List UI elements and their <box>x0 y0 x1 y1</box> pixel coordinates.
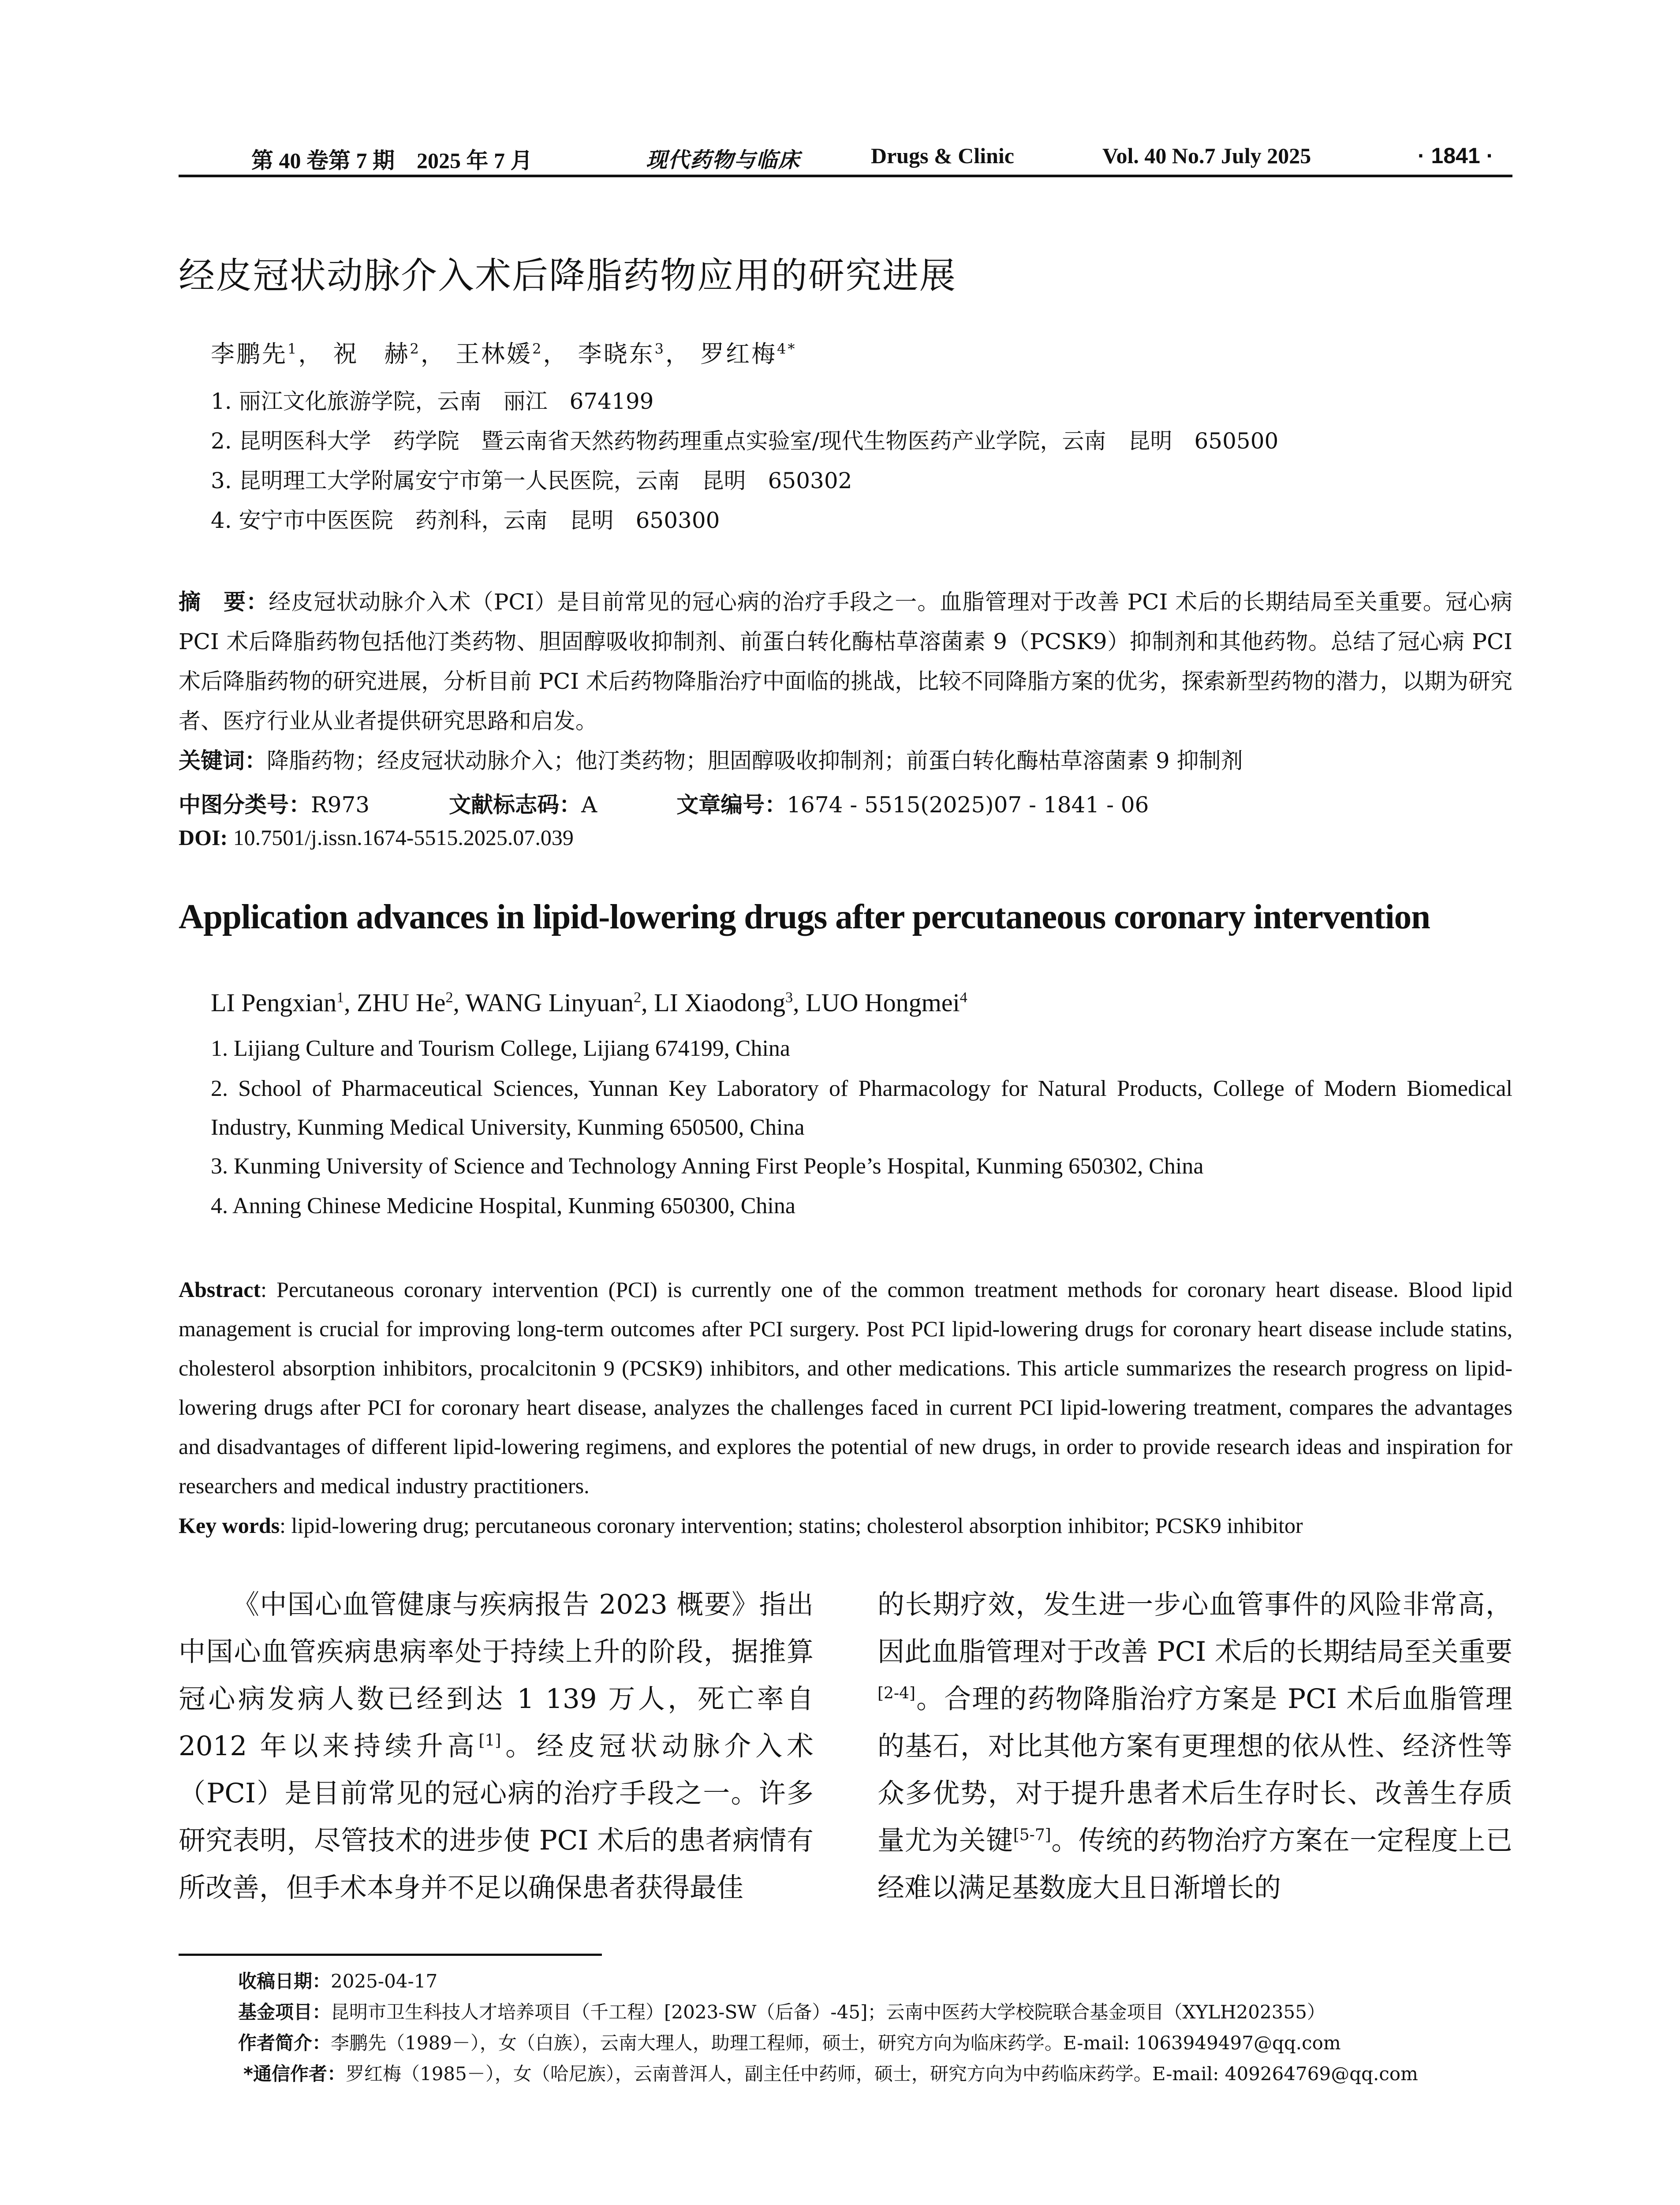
author-affiliation-mark: 2 <box>532 340 543 357</box>
clc-label: 中图分类号： <box>179 792 311 818</box>
author-affiliation-mark: 2 <box>634 989 642 1006</box>
author-name: LUO Hongmei <box>806 988 960 1017</box>
author-list-cn: 李鹏先$^1$， 祝 赫$^2$， 王林媛$^2$， 李晓东$^3$， 罗红梅$^{4*}$ <box>211 340 797 368</box>
author-name: 祝 赫 <box>333 340 410 368</box>
footnote-label: 收稿日期： <box>238 1970 331 1992</box>
abstract-cn <box>179 582 1512 741</box>
affiliation-cn: 4. 安宁市中医医院 药剂科，云南 昆明 650300 <box>211 508 720 533</box>
keywords-label-cn: 关键词： <box>179 748 267 774</box>
body-column-right <box>877 1581 1512 1911</box>
article-number-value: 1674 - 5515(2025)07 - 1841 - 06 <box>787 792 1149 818</box>
running-header <box>179 140 1512 177</box>
keywords-text-en: : lipid-lowering drug; percutaneous coronary intervention; statins; cholesterol absorption inhibitor; PCSK9 inhibitor <box>280 1513 1303 1538</box>
journal-name-en: Drugs & Clinic <box>871 143 1014 168</box>
body-column-left <box>179 1581 814 1911</box>
citation-ref[interactable]: [2-4] <box>877 1684 916 1703</box>
abstract-en <box>179 1270 1512 1506</box>
body-text: 《中国心血管健康与疾病报告 2023 概要》指出中国心血管疾病患病率处于持续上升的阶段，据推算冠心病发病人数已经到达 1 139 万人，死亡率自 2012 年以来持续升高 <box>179 1589 814 1762</box>
footnote-value: 2025-04-17 <box>331 1970 438 1992</box>
footnote-received <box>238 1967 437 1993</box>
body-text: 。传统的药物治疗方案在一定程度上已经难以满足基数庞大且日渐增长的 <box>877 1825 1512 1903</box>
paper-title-cn: 经皮冠状动脉介入术后降脂药物应用的研究进展 <box>179 255 957 297</box>
issue-info-cn: 第 40 卷第 7 期 2025 年 7 月 <box>251 148 533 173</box>
abstract-text-cn: 经皮冠状动脉介入术（PCI）是目前常见的冠心病的治疗手段之一。血脂管理对于改善 PCI 术后的长期结局至关重要。冠心病 PCI 术后降脂药物包括他汀类药物、胆固醇吸收抑制剂、前蛋白转化酶枯草溶菌素 9（PCSK9）抑制剂和其他药物。总结了冠心病 PCI 术后降脂药物的研究进展，分析目前 PCI 术后药物降脂治疗中面临的挑战，比较不同降脂方案的优劣，探索新型药物的潜力，以期为研究者、医疗行业从业者提供研究思路和启发。 <box>179 589 1513 734</box>
author-name: 王林媛 <box>455 340 533 368</box>
keywords-text-cn: 降脂药物；经皮冠状动脉介入；他汀类药物；胆固醇吸收抑制剂；前蛋白转化酶枯草溶菌素 9 抑制剂 <box>267 748 1243 774</box>
volume-info-en: Vol. 40 No.7 July 2025 <box>1102 143 1311 168</box>
author-name: ZHU He <box>357 988 446 1017</box>
body-text: 。经皮冠状动脉介入术（PCI）是目前常见的冠心病的治疗手段之一。许多研究表明，尽管技术的进步使 PCI 术后的患者病情有所改善，但手术本身并不足以确保患者获得最佳 <box>179 1730 814 1903</box>
keywords-en <box>179 1506 1512 1545</box>
paper-title-en: Application advances in lipid-lowering drugs after percutaneous coronary intervention <box>179 898 1430 936</box>
footnote-label: 作者简介： <box>238 2032 331 2054</box>
author-affiliation-mark: 1 <box>287 340 299 357</box>
footnote-author <box>238 2029 1341 2055</box>
footnote-value: 李鹏先（1989－），女（白族），云南大理人，助理工程师，硕士，研究方向为临床药学。E-mail: 1063949497@qq.com <box>331 2032 1341 2054</box>
doi-label: DOI: <box>179 825 228 850</box>
journal-name-cn: 现代药物与临床 <box>646 149 801 172</box>
author-affiliation-mark: 2 <box>410 340 421 357</box>
affiliation-cn: 2. 昆明医科大学 药学院 暨云南省天然药物药理重点实验室/现代生物医药产业学院，云南 昆明 650500 <box>211 428 1279 454</box>
affiliation-en: 1. Lijiang Culture and Tourism College, Lijiang 674199, China <box>211 1036 791 1061</box>
abstract-label-en: Abstract <box>179 1277 261 1302</box>
footnote-value: 昆明市卫生科技人才培养项目（千工程）[2023-SW（后备）-45]；云南中医药大学校院联合基金项目（XYLH202355） <box>331 2001 1325 2023</box>
affiliation-cn: 3. 昆明理工大学附属安宁市第一人民医院，云南 昆明 650302 <box>211 468 852 493</box>
footnote-fund <box>238 1998 1325 2024</box>
author-name: WANG Linyuan <box>465 988 634 1017</box>
author-affiliation-mark: 2 <box>445 989 453 1006</box>
doc-code-value: A <box>581 792 597 818</box>
page-number: · 1841 · <box>1418 143 1494 168</box>
keywords-label-en: Key words <box>179 1513 280 1538</box>
author-affiliation-mark: 4 <box>959 989 967 1006</box>
citation-ref[interactable]: [5-7] <box>1013 1826 1051 1844</box>
body-text: 的长期疗效，发生进一步心血管事件的风险非常高，因此血脂管理对于改善 PCI 术后的长期结局至关重要 <box>877 1589 1512 1667</box>
doc-code-label: 文献标志码： <box>449 792 582 818</box>
author-name: LI Xiaodong <box>654 988 786 1017</box>
author-affiliation-mark: 4* <box>777 340 797 357</box>
affiliation-en: 3. Kunming University of Science and Technology Anning First People’s Hospital, Kunming 650302, China <box>211 1154 1204 1179</box>
abstract-text-en: : Percutaneous coronary intervention (PCI) is currently one of the common treatment methods for coronary heart disease. Blood lipid management is crucial for improving long-term outcomes after PCI surgery. Post PCI lipid-lowering drugs for coronary heart disease include statins, cholesterol absorption inhibitors, procalcitonin 9 (PCSK9) inhibitors, and other medications. This article summarizes the research progress on lipid-lowering drugs after PCI for coronary heart disease, analyzes the challenges faced in current PCI lipid-lowering treatment, compares the advantages and disadvantages of different lipid-lowering regimens, and explores the potential of new drugs, in order to provide research ideas and inspiration for researchers and medical industry practitioners. <box>179 1277 1512 1498</box>
classification-line <box>179 787 1149 819</box>
affiliation-en: 4. Anning Chinese Medicine Hospital, Kunming 650300, China <box>211 1193 795 1218</box>
author-affiliation-mark: 3 <box>654 340 665 357</box>
affiliation-en: 2. School of Pharmaceutical Sciences, Yunnan Key Laboratory of Pharmacology for Natural Products, College of Modern Biomedical Industry, Kunming Medical University, Kunming 650500, China <box>211 1076 1512 1140</box>
author-list-en: LI Pengxian$^1$, ZHU He$^2$, WANG Linyuan$^2$, LI Xiaodong$^3$, LUO Hongmei$^4$ <box>211 988 967 1017</box>
abstract-label-cn: 摘 要： <box>179 589 269 615</box>
author-name: 李鹏先 <box>211 340 287 368</box>
author-name: 李晓东 <box>578 340 655 368</box>
doi-value[interactable]: 10.7501/j.issn.1674-5515.2025.07.039 <box>233 825 574 850</box>
article-number-label: 文章编号： <box>676 792 787 818</box>
footnote-divider <box>179 1954 602 1956</box>
author-name: 罗红梅 <box>700 340 777 368</box>
footnote-corresponding <box>243 2059 1418 2086</box>
footnote-label: 基金项目： <box>238 2001 331 2023</box>
footnote-value: 罗红梅（1985－），女（哈尼族），云南普洱人，副主任中药师，硕士，研究方向为中药临床药学。E-mail: 409264769@qq.com <box>345 2063 1418 2085</box>
citation-ref[interactable]: [1] <box>478 1731 501 1750</box>
author-affiliation-mark: 3 <box>785 989 793 1006</box>
author-affiliation-mark: 1 <box>336 989 344 1006</box>
doi-line <box>179 825 574 850</box>
body-text: 。合理的药物降脂治疗方案是 PCI 术后血脂管理的基石，对比其他方案有更理想的依从性、经济性等众多优势，对于提升患者术后生存时长、改善生存质量尤为关键 <box>877 1683 1512 1856</box>
footnote-label: *通信作者： <box>243 2063 346 2085</box>
author-name: LI Pengxian <box>211 988 337 1017</box>
keywords-cn <box>179 741 1512 781</box>
affiliation-cn: 1. 丽江文化旅游学院，云南 丽江 674199 <box>211 389 654 414</box>
clc-value: R973 <box>311 792 370 818</box>
